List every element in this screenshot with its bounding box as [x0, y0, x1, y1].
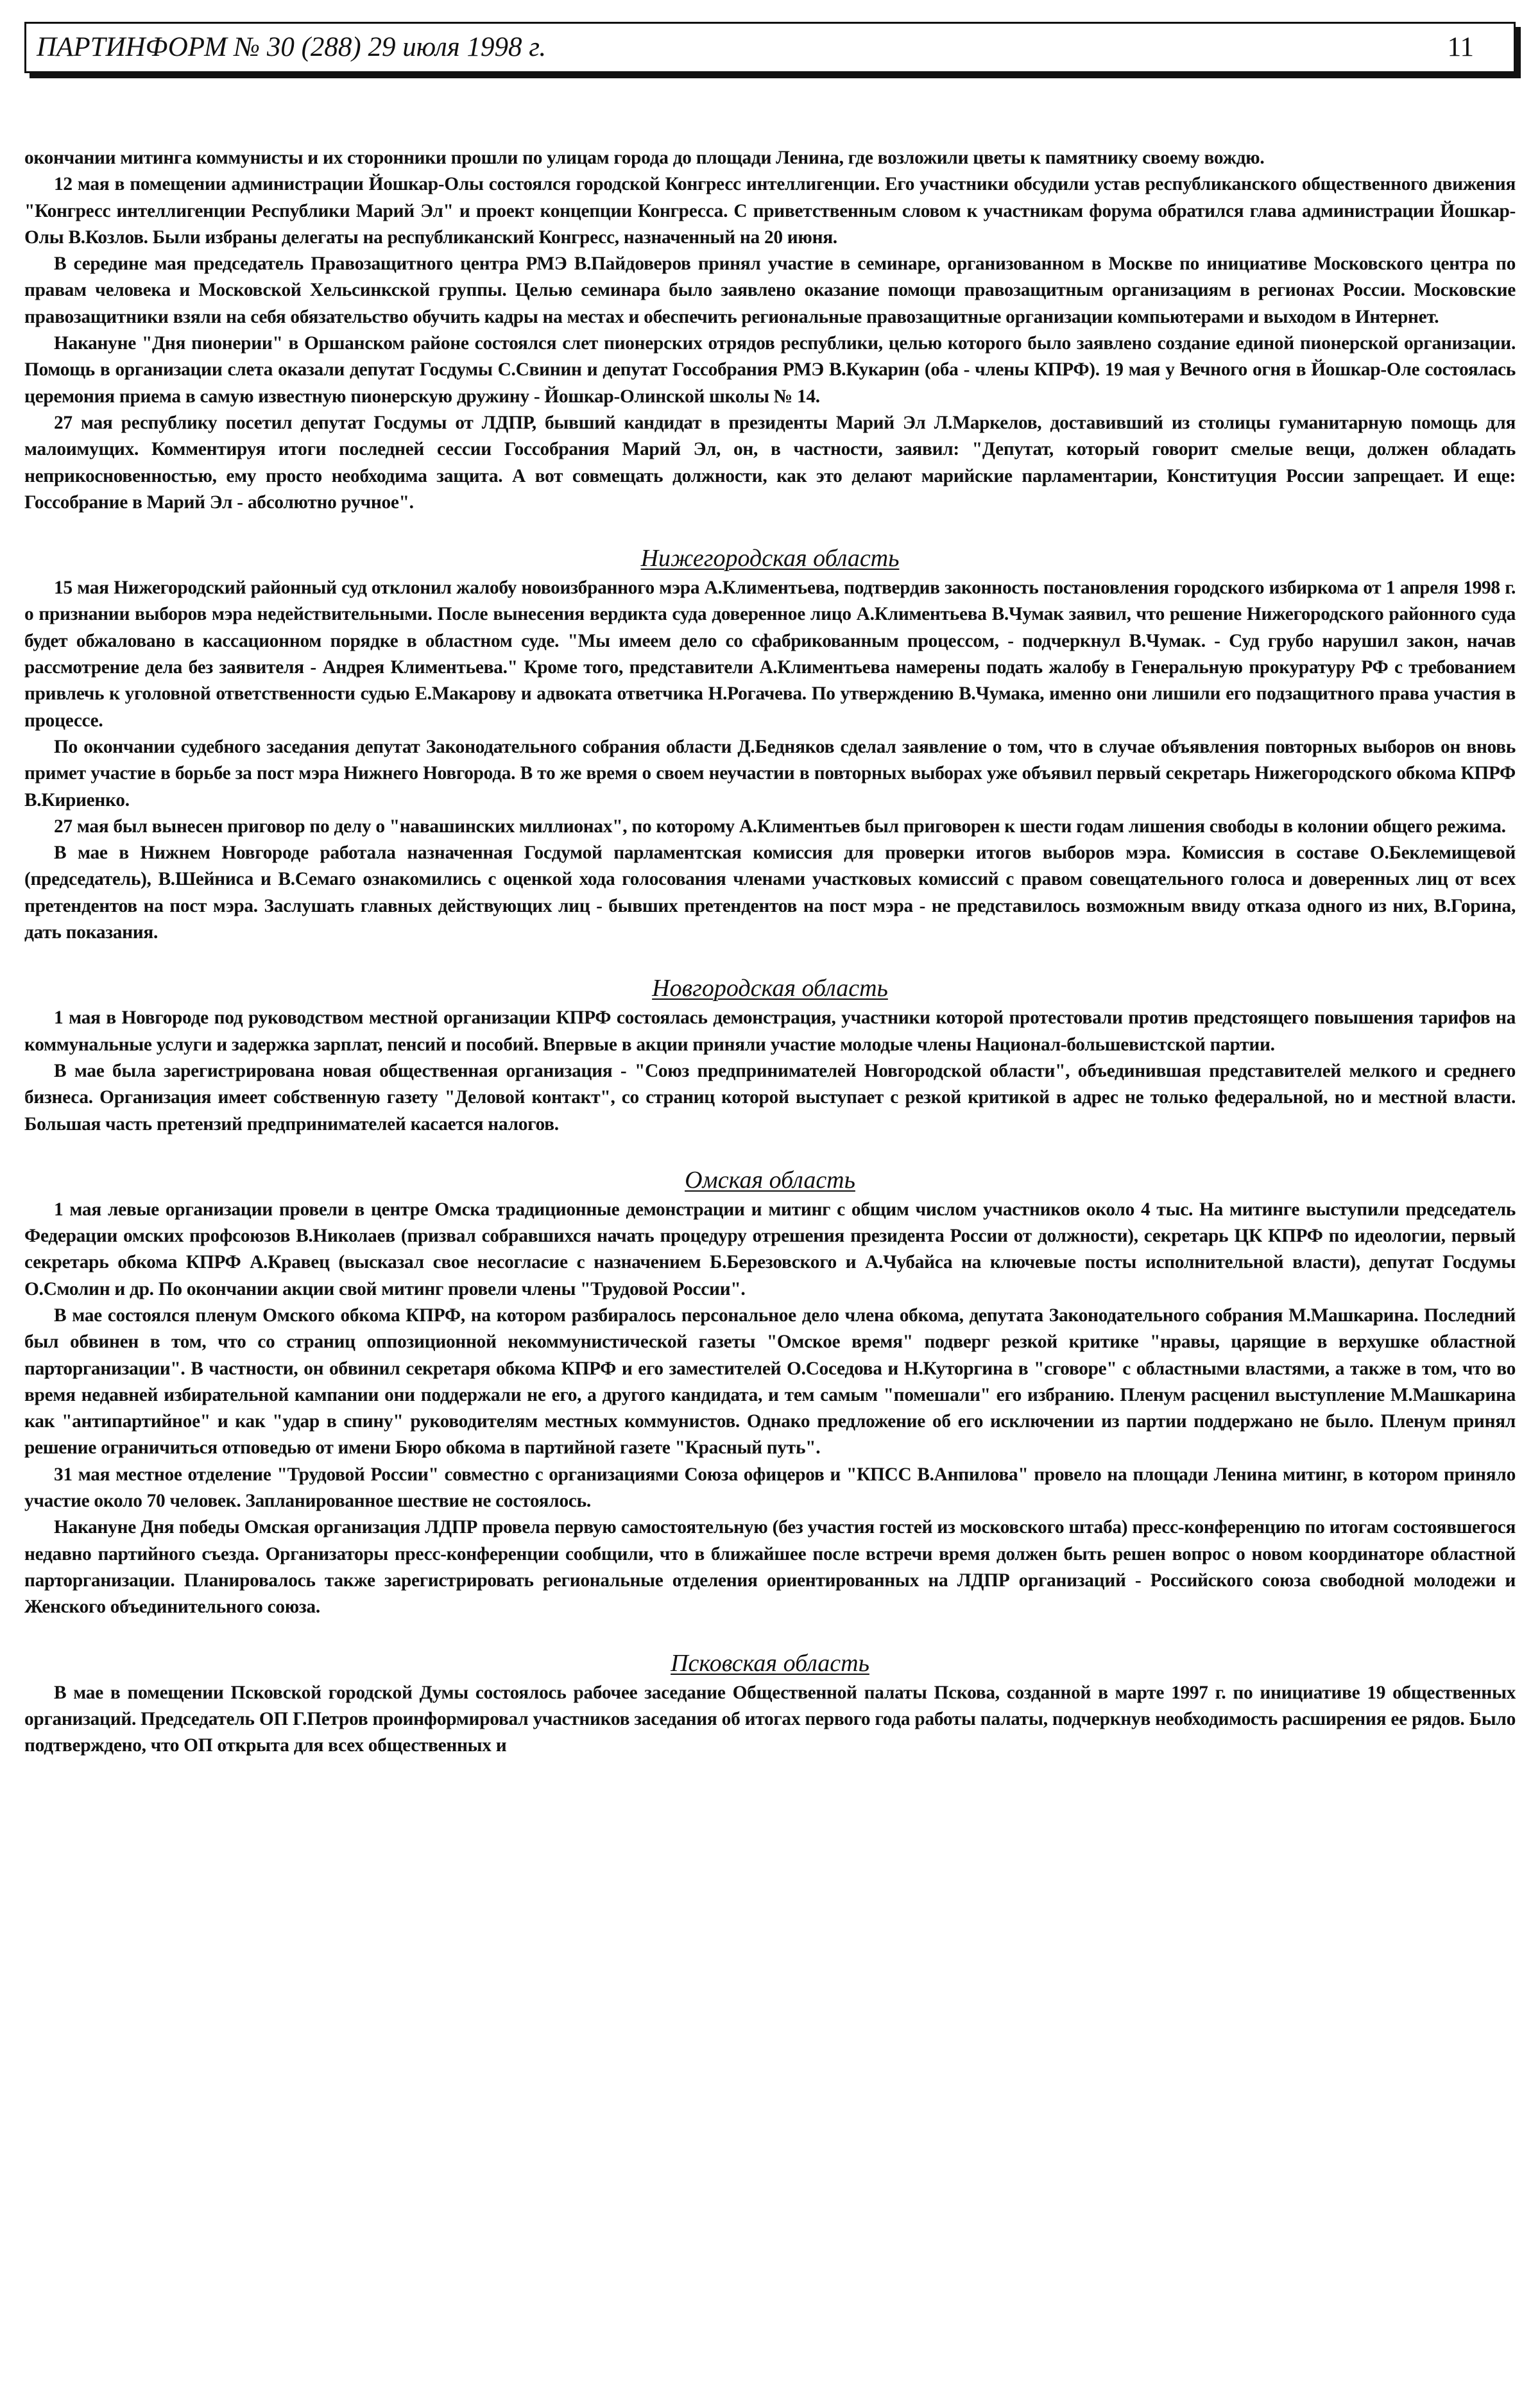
- page-number: 11: [1447, 32, 1474, 62]
- section-heading-novgorod: Новгородская область: [652, 975, 888, 1002]
- paragraph: 27 мая был вынесен приговор по делу о "навашинских миллионах", по которому А.Климентьев был приговорен к шести годам лишения свободы в колонии общего режима.: [54, 816, 1506, 837]
- paragraph: 31 мая местное отделение "Трудовой России" совместно с организациями Союза офицеров и "КПСС В.Анпилова" провело на площади Ленина митинг, в котором приняло участие около 70 человек. Запланированное шествие не состоялось.: [24, 1464, 1516, 1512]
- paragraph: В мае в помещении Псковской городской Думы состоялось рабочее заседание Общественной палаты Пскова, созданной в марте 1997 г. по инициативе 19 общественных организаций. Председатель ОП Г.Петров проинформировал участников заседания об итогах первого года работы палаты, подчеркнув необходимость расширения ее рядов. Было подтверждено, что ОП открыта для всех общественных и: [24, 1682, 1516, 1756]
- section-heading-nizhny-novgorod: Нижегородская область: [640, 545, 900, 572]
- paragraph: В мае состоялся пленум Омского обкома КПРФ, на котором разбиралось персональное дело члена обкома, депутата Законодательного собрания М.Машкарина. Последний был обвинен в том, что со страниц оппозиционной некоммунистической газеты "Омское время" подверг резкой критике "нравы, царящие в верхушке областной парторганизации". В частности, он обвинил секретаря обкома КПРФ и его заместителей О.Соседова и Н.Куторгина в "сговоре" с областными властями, а также в том, что во время недавней избирательной кампании они поддержали не его, а другого кандидата, и тем самым "помешали" его избранию. Пленум расценил выступление М.Машкарина как "антипартийное" и как "удар в спину" руководителям местных коммунистов. Однако предложение об его исключении из партии поддержано не было. Пленум принял решение ограничиться отповедью от имени Бюро обкома в партийной газете "Красный путь".: [24, 1305, 1516, 1459]
- paragraph: окончании митинга коммунисты и их сторонники прошли по улицам города до площади Ленина, где возложили цветы к памятнику своему вождю.: [24, 148, 1265, 168]
- paragraph: 1 мая в Новгороде под руководством местной организации КПРФ состоялась демонстрация, участники которой протестовали против предстоящего повышения тарифов на коммунальные услуги и задержка зарплат, пенсий и пособий. Впервые в акции приняли участие молодые члены Национал-большевистской партии.: [24, 1007, 1516, 1055]
- article-body: [24, 145, 1516, 1759]
- publication-title: ПАРТИНФОРМ № 30 (288) 29 июля 1998 г.: [37, 32, 547, 62]
- paragraph: В мае в Нижнем Новгороде работала назначенная Госдумой парламентская комиссия для проверки итогов выборов мэра. Комиссия в составе О.Беклемищевой (председатель), В.Шейниса и В.Семаго ознакомились с оценкой хода голосования членами участковых комиссий с правом совещательного голоса и доверенных лиц от всех претендентов на пост мэра. Заслушать главных действующих лиц - бывших претендентов на пост мэра - не представилось возможным ввиду отказа одного из них, В.Горина, дать показания.: [24, 843, 1516, 943]
- paragraph: Накануне "Дня пионерии" в Оршанском районе состоялся слет пионерских отрядов республики, целью которого было заявлено создание единой пионерской организации. Помощь в организации слета оказали депутат Госдумы С.Свинин и депутат Госсобрания РМЭ В.Кукарин (оба - члены КПРФ). 19 мая у Вечного огня в Йошкар-Оле состоялась церемония приема в самую известную пионерскую дружину - Йошкар-Олинской школы № 14.: [24, 333, 1516, 407]
- paragraph: 15 мая Нижегородский районный суд отклонил жалобу новоизбранного мэра А.Климентьева, подтвердив законность постановления городского избиркома от 1 апреля 1998 г. о признании выборов мэра недействительными. После вынесения вердикта суда доверенное лицо А.Климентьева В.Чумак заявил, что решение Нижегородского районного суда будет обжаловано в кассационном порядке в областном суде. "Мы имеем дело со сфабрикованным процессом, - подчеркнул В.Чумак. - Суд грубо нарушил закон, начав рассмотрение дела без заявителя - Андрея Климентьева." Кроме того, представители А.Климентьева намерены подать жалобу в Генеральную прокуратуру РФ с требованием привлечь к уголовной ответственности судью Е.Макарову и адвоката ответчика Н.Рогачева. По утверждению В.Чумака, именно они лишили его подзащитного права участия в процессе.: [24, 578, 1516, 731]
- newspaper-page: [24, 22, 1516, 1759]
- paragraph: В мае была зарегистрирована новая общественная организация - "Союз предпринимателей Новгородской области", объединившая представителей мелкого и среднего бизнеса. Организация имеет собственную газету "Деловой контакт", со страниц которой выступает с резкой критикой в адрес не только федеральной, но и местной власти. Большая часть претензий предпринимателей касается налогов.: [24, 1060, 1516, 1135]
- paragraph: 27 мая республику посетил депутат Госдумы от ЛДПР, бывший кандидат в президенты Марий Эл Л.Маркелов, доставивший из столицы гуманитарную помощь для малоимущих. Комментируя итоги последней сессии Госсобрания Марий Эл, он, в частности, заявил: "Депутат, который говорит смелые вещи, должен обладать неприкосновенностью, ему просто необходима защита. А вот совмещать должности, как это делают марийские парламентарии, Конституция России запрещает. И еще: Госсобрание в Марий Эл - абсолютно ручное".: [24, 412, 1516, 513]
- paragraph: По окончании судебного заседания депутат Законодательного собрания области Д.Бедняков сделал заявление о том, что в случае объявления повторных выборов он вновь примет участие в борьбе за пост мэра Нижнего Новгорода. В то же время о своем неучастии в повторных выборах уже объявил первый секретарь Нижегородского обкома КПРФ В.Кириенко.: [24, 736, 1516, 810]
- paragraph: 1 мая левые организации провели в центре Омска традиционные демонстрации и митинг с общим числом участников около 4 тыс. На митинге выступили председатель Федерации омских профсоюзов В.Николаев (призвал собравшихся начать процедуру отрешения президента России от должности), секретарь ЦК КПРФ по идеологии, первый секретарь обкома КПРФ А.Кравец (высказал свое несогласие с назначением Б.Березовского и А.Чубайса на ключевые посты исполнительной власти), депутат Госдумы О.Смолин и др. По окончании акции свой митинг провели члены "Трудовой России".: [24, 1199, 1516, 1299]
- page-header: [24, 22, 1516, 73]
- paragraph: В середине мая председатель Правозащитного центра РМЭ В.Пайдоверов принял участие в семинаре, организованном в Москве по инициативе Московского центра по правам человека и Московской Хельсинкской группы. Целью семинара было заявлено оказание помощи правозащитным организациям в регионах России. Московские правозащитники взяли на себя обязательство обучить кадры на местах и обеспечить региональные правозащитные организации компьютерами и выходом в Интернет.: [24, 253, 1516, 327]
- paragraph: 12 мая в помещении администрации Йошкар-Олы состоялся городской Конгресс интеллигенции. Его участники обсудили устав республиканского общественного движения "Конгресс интеллигенции Республики Марий Эл" и проект концепции Конгресса. С приветственным словом к участникам форума обратился глава администрации Йошкар-Олы В.Козлов. Были избраны делегаты на республиканский Конгресс, назначенный на 20 июня.: [24, 174, 1516, 248]
- section-heading-pskov: Псковская область: [671, 1649, 869, 1677]
- section-heading-omsk: Омская область: [685, 1166, 855, 1194]
- paragraph: Накануне Дня победы Омская организация ЛДПР провела первую самостоятельную (без участия гостей из московского штаба) пресс-конференцию по итогам состоявшегося недавно партийного съезда. Организаторы пресс-конференции сообщили, что в ближайшее после встречи время должен быть решен вопрос о новом координаторе областной парторганизации. Планировалось также зарегистрировать региональные отделения ориентированных на ЛДПР организаций - Российского союза свободной молодежи и Женского объединительного союза.: [24, 1517, 1516, 1618]
